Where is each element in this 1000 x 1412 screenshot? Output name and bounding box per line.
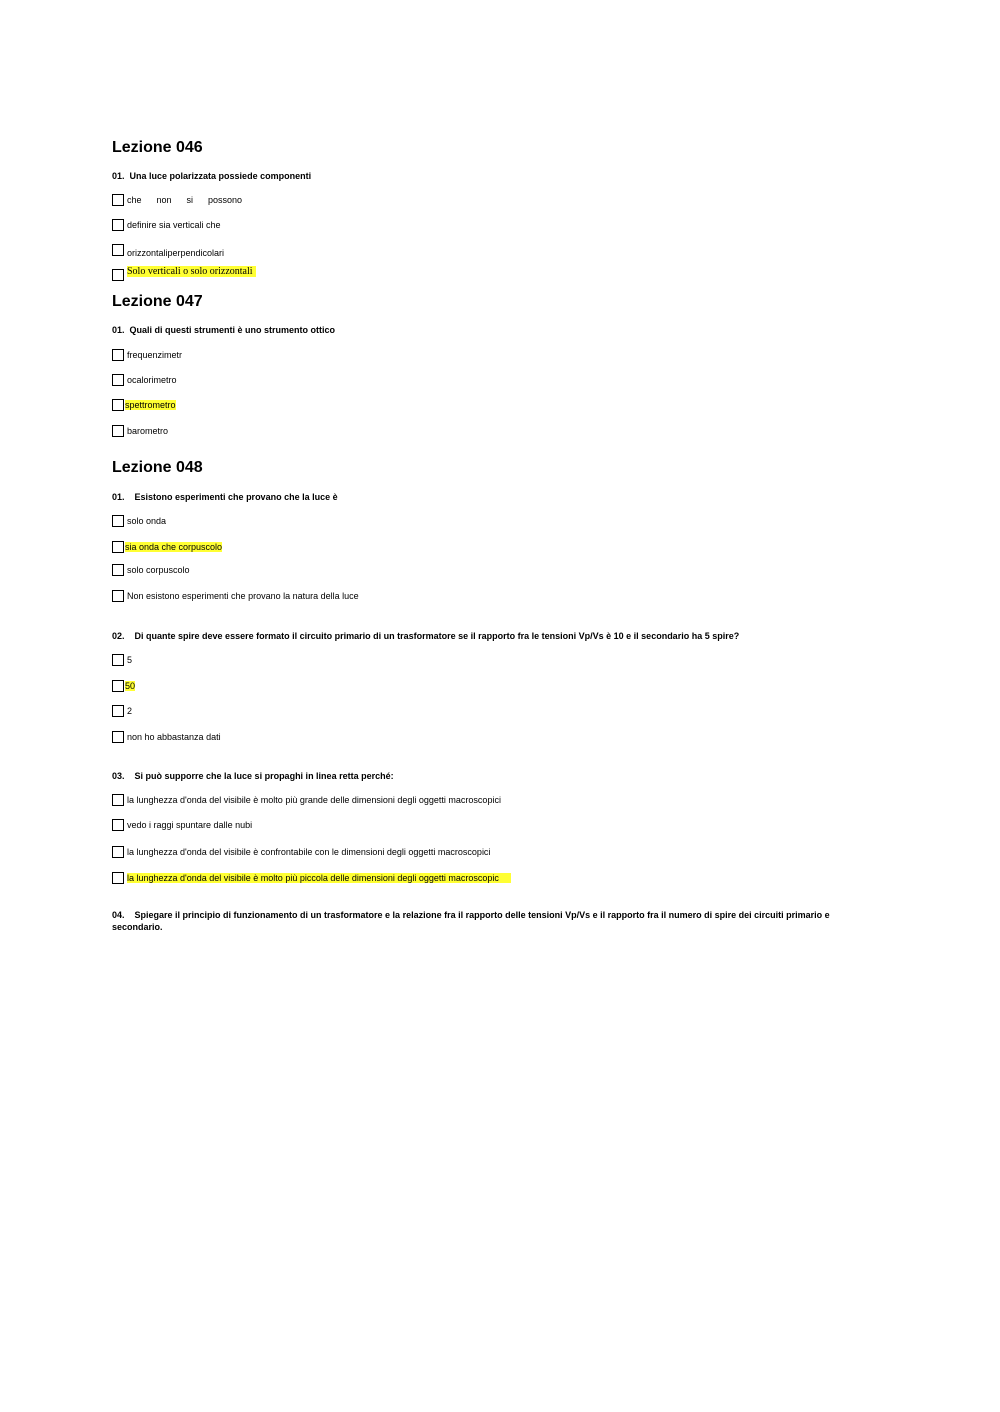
answer-option[interactable] bbox=[112, 704, 132, 718]
answer-option[interactable] bbox=[112, 514, 166, 528]
question-number: 01. bbox=[112, 171, 125, 181]
answer-option[interactable] bbox=[112, 563, 190, 577]
option-label: la lunghezza d'onda del visibile è confrontabile con le dimensioni degli oggetti macroscopici bbox=[127, 847, 491, 857]
option-label: 2 bbox=[127, 706, 133, 716]
question-label: Una luce polarizzata possiede componenti bbox=[129, 171, 312, 181]
question-text bbox=[112, 631, 739, 641]
option-label: 50 bbox=[125, 681, 136, 691]
question-label: Esistono esperimenti che provano che la luce è bbox=[134, 492, 338, 502]
checkbox[interactable] bbox=[112, 194, 124, 206]
option-label: Solo verticali o solo orizzontali bbox=[127, 266, 256, 277]
answer-option-correct[interactable] bbox=[112, 871, 511, 885]
option-label: solo onda bbox=[127, 516, 167, 526]
answer-option[interactable] bbox=[112, 818, 252, 832]
option-label: frequenzimetr bbox=[127, 350, 183, 360]
option-label: sia onda che corpuscolo bbox=[125, 542, 223, 552]
answer-option[interactable] bbox=[112, 589, 359, 603]
option-label: la lunghezza d'onda del visibile è molto più grande delle dimensioni degli oggetti macroscopici bbox=[127, 795, 501, 805]
checkbox[interactable] bbox=[112, 219, 124, 231]
checkbox[interactable] bbox=[112, 654, 124, 666]
answer-option[interactable] bbox=[112, 653, 132, 667]
answer-option[interactable] bbox=[112, 193, 242, 207]
checkbox[interactable] bbox=[112, 244, 124, 256]
checkbox[interactable] bbox=[112, 399, 124, 411]
checkbox[interactable] bbox=[112, 872, 124, 884]
question-number: 01. bbox=[112, 325, 125, 335]
checkbox[interactable] bbox=[112, 731, 124, 743]
question-text bbox=[112, 909, 832, 933]
question-text bbox=[112, 325, 335, 335]
checkbox[interactable] bbox=[112, 515, 124, 527]
checkbox[interactable] bbox=[112, 564, 124, 576]
option-label: ocalorimetro bbox=[127, 375, 177, 385]
checkbox[interactable] bbox=[112, 819, 124, 831]
checkbox[interactable] bbox=[112, 374, 124, 386]
answer-option[interactable] bbox=[112, 373, 177, 387]
option-label: barometro bbox=[127, 426, 169, 436]
answer-option[interactable] bbox=[112, 348, 182, 362]
answer-option[interactable] bbox=[112, 424, 168, 438]
option-label: vedo i raggi spuntare dalle nubi bbox=[127, 820, 253, 830]
checkbox[interactable] bbox=[112, 846, 124, 858]
answer-option[interactable] bbox=[112, 730, 221, 744]
checkbox[interactable] bbox=[112, 794, 124, 806]
answer-option[interactable] bbox=[112, 845, 490, 859]
checkbox[interactable] bbox=[112, 680, 124, 692]
option-label: orizzontaliperpendicolari bbox=[127, 248, 225, 258]
question-number: 03. bbox=[112, 771, 125, 781]
question-label: Si può supporre che la luce si propaghi in linea retta perché: bbox=[134, 771, 394, 781]
checkbox[interactable] bbox=[112, 590, 124, 602]
option-label: non ho abbastanza dati bbox=[127, 732, 221, 742]
question-text bbox=[112, 171, 311, 181]
question-text bbox=[112, 492, 338, 502]
option-label: la lunghezza d'onda del visibile è molto più piccola delle dimensioni degli oggetti macroscopic bbox=[127, 873, 511, 883]
section-title: Lezione 046 bbox=[112, 139, 203, 156]
checkbox[interactable] bbox=[112, 269, 124, 281]
checkbox[interactable] bbox=[112, 425, 124, 437]
question-number: 01. bbox=[112, 492, 125, 502]
question-label: Quali di questi strumenti è uno strumento ottico bbox=[129, 325, 336, 335]
checkbox[interactable] bbox=[112, 349, 124, 361]
answer-option-correct[interactable] bbox=[112, 266, 256, 280]
question-number: 02. bbox=[112, 631, 125, 641]
answer-option[interactable] bbox=[112, 218, 221, 232]
answer-option[interactable] bbox=[112, 243, 224, 257]
section-title: Lezione 048 bbox=[112, 459, 203, 476]
section-title: Lezione 047 bbox=[112, 293, 203, 310]
checkbox[interactable] bbox=[112, 541, 124, 553]
option-label: che non si possono bbox=[127, 195, 243, 205]
question-number: 04. bbox=[112, 910, 125, 920]
option-label: definire sia verticali che bbox=[127, 220, 221, 230]
option-label: solo corpuscolo bbox=[127, 565, 190, 575]
question-label: Di quante spire deve essere formato il circuito primario di un trasformatore se il rapporto fra le tensioni Vp/Vs è 10 e il secondario ha 5 spire? bbox=[134, 631, 740, 641]
checkbox[interactable] bbox=[112, 705, 124, 717]
answer-option-correct[interactable] bbox=[112, 679, 135, 693]
question-label: Spiegare il principio di funzionamento di un trasformatore e la relazione fra il rapporto delle tensioni Vp/Vs e il rapporto fra il numero di spire dei circuiti primario e secondario. bbox=[112, 910, 830, 932]
answer-option[interactable] bbox=[112, 793, 501, 807]
answer-option-correct[interactable] bbox=[112, 540, 222, 554]
question-text bbox=[112, 771, 394, 781]
option-label: Non esistono esperimenti che provano la natura della luce bbox=[127, 591, 359, 601]
answer-option-correct[interactable] bbox=[112, 398, 176, 412]
option-label: 5 bbox=[127, 655, 133, 665]
option-label: spettrometro bbox=[125, 400, 176, 410]
